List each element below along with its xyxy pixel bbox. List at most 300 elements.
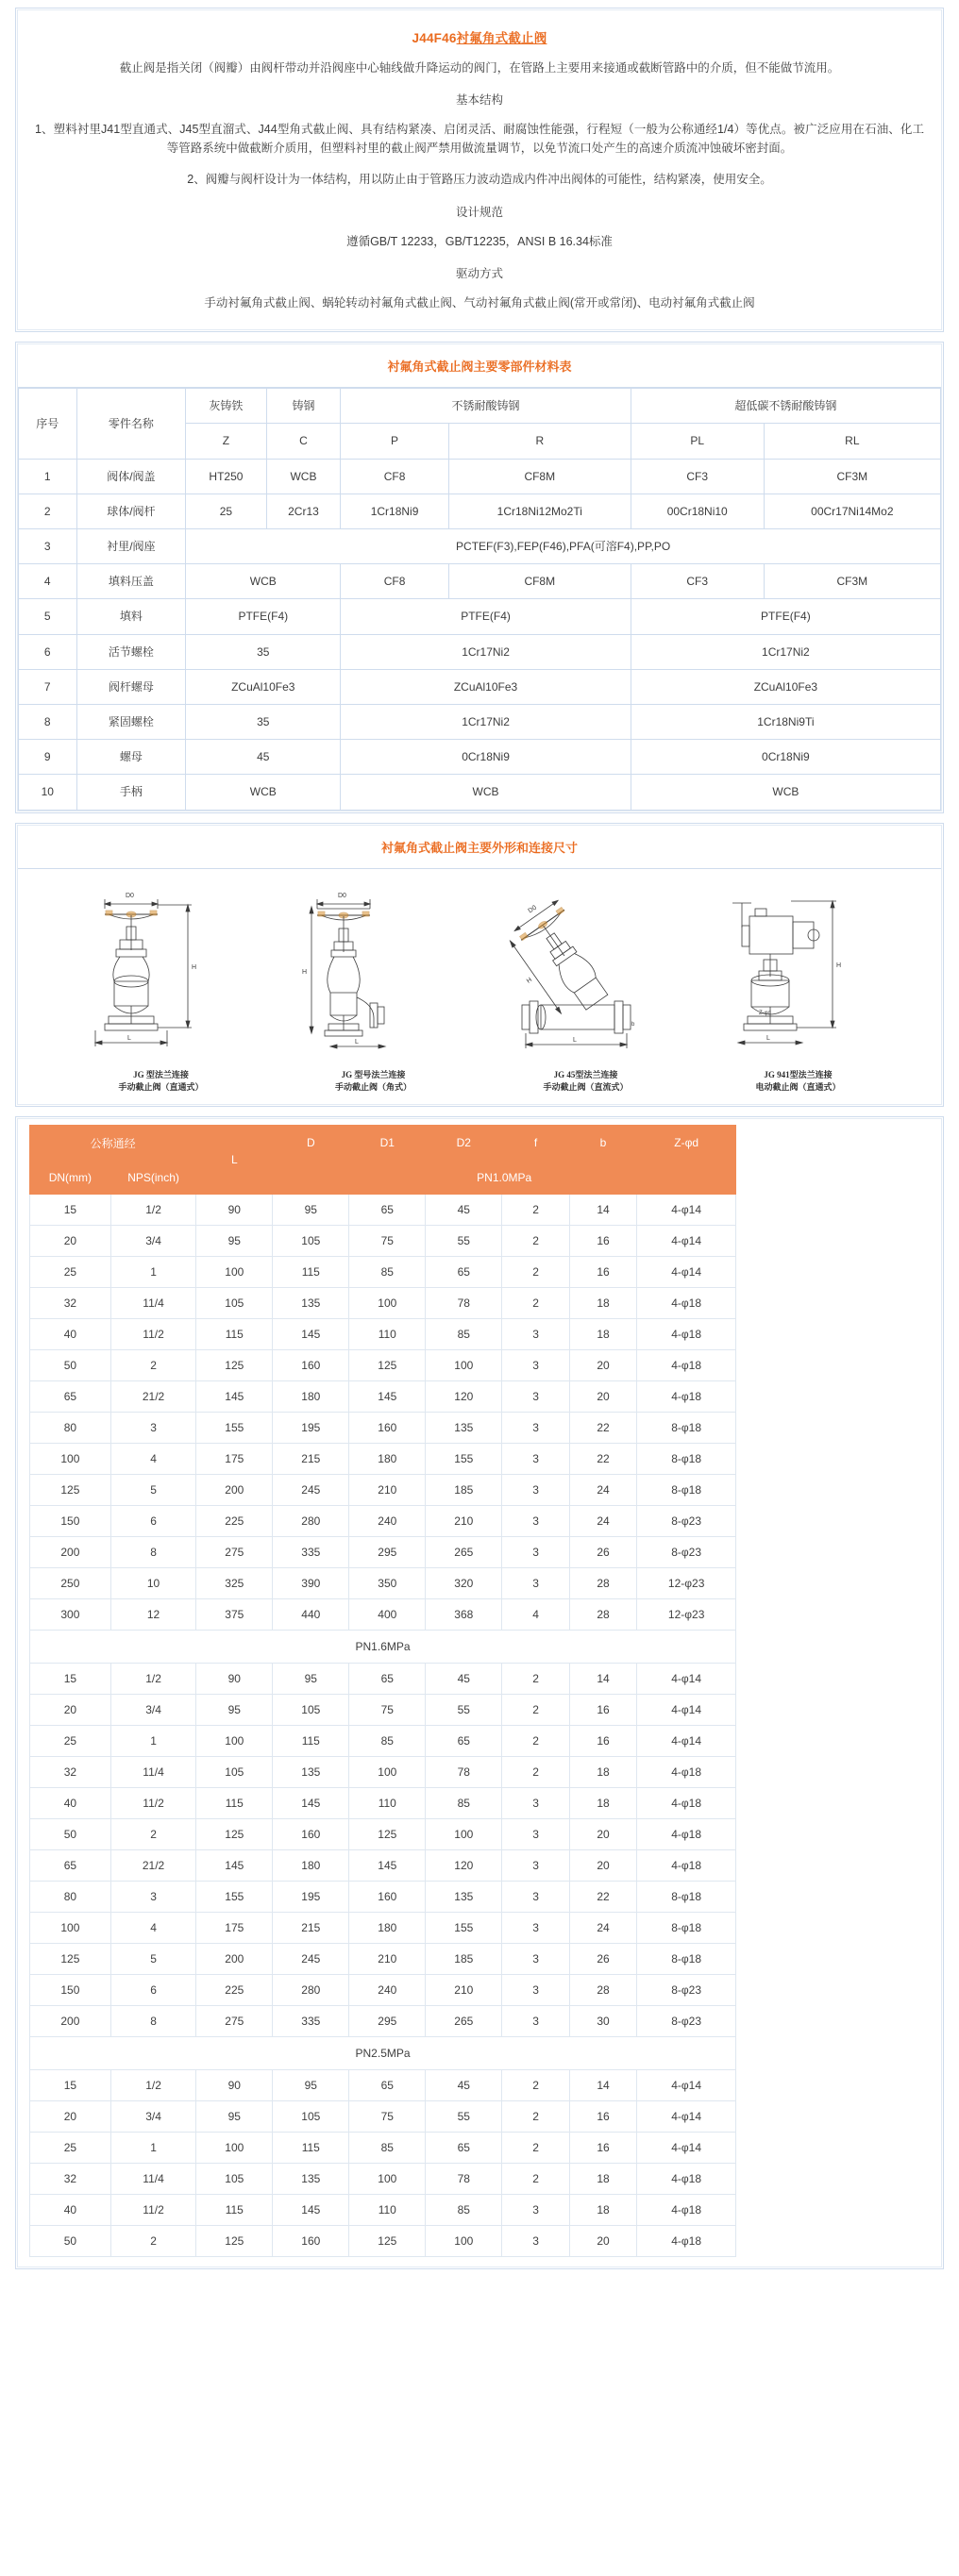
drawing-caption-2-line1: JG 型号法兰连接 [341, 1069, 406, 1079]
drawing-caption-4-line1: JG 941型法兰连接 [764, 1069, 833, 1079]
cell-zd: 4-φ14 [637, 2100, 736, 2132]
cell-dn: 32 [30, 1756, 111, 1787]
cell-material: WCB [186, 564, 341, 599]
cell-b: 18 [569, 1787, 636, 1818]
svg-text:b: b [631, 1021, 634, 1028]
table-row [19, 529, 941, 564]
cell-L: 155 [196, 1881, 273, 1912]
cell-f: 3 [502, 2194, 569, 2225]
cell-D2: 135 [426, 1881, 502, 1912]
cell-material: CF8 [341, 459, 448, 493]
cell-nps: 4 [110, 1443, 196, 1474]
cell-dn: 20 [30, 1694, 111, 1725]
cell-b: 24 [569, 1912, 636, 1943]
cell-D1: 240 [349, 1974, 426, 2005]
intro-content [18, 10, 941, 329]
cell-L: 325 [196, 1567, 273, 1598]
drawing-caption-3-line2: 手动截止阀（直流式） [543, 1082, 629, 1092]
cell-D1: 85 [349, 1256, 426, 1287]
cell-pad [736, 2005, 930, 2036]
cell-D: 95 [273, 1663, 349, 1694]
material-group-row [19, 389, 941, 424]
cell-zd: 8-φ18 [637, 1912, 736, 1943]
cell-L: 105 [196, 2163, 273, 2194]
cell-material: CF3 [631, 564, 764, 599]
material-table-head [19, 389, 941, 459]
table-row [30, 2132, 930, 2163]
table-row [30, 1380, 930, 1412]
header-pad-2 [736, 1161, 930, 1194]
cell-material: HT250 [186, 459, 266, 493]
cell-pad [736, 1505, 930, 1536]
cell-part-name: 球体/阀杆 [76, 493, 186, 528]
svg-text:H: H [191, 963, 196, 971]
cell-nps: 11/2 [110, 1318, 196, 1349]
cell-pad [736, 2069, 930, 2100]
table-row [30, 1443, 930, 1474]
cell-f: 2 [502, 1756, 569, 1787]
cell-b: 22 [569, 1881, 636, 1912]
cell-b: 30 [569, 2005, 636, 2036]
heading-drive-mode: 驱动方式 [455, 266, 503, 280]
cell-L: 95 [196, 1225, 273, 1256]
cell-b: 18 [569, 2194, 636, 2225]
cell-D1: 295 [349, 1536, 426, 1567]
cell-L: 115 [196, 1318, 273, 1349]
heading-basic-structure: 基本结构 [455, 93, 503, 108]
drawing-caption-2-line2: 手动截止阀（角式） [334, 1082, 412, 1092]
cell-material: CF8M [448, 564, 631, 599]
cell-pad [736, 1598, 930, 1630]
cell-D: 195 [273, 1881, 349, 1912]
cell-L: 95 [196, 2100, 273, 2132]
cell-D2: 55 [426, 1225, 502, 1256]
header-code-RL: RL [764, 424, 940, 459]
header-pad [736, 1125, 930, 1161]
header-code-P: P [341, 424, 448, 459]
drawing-caption-2 [272, 1069, 475, 1095]
dimension-panel [15, 823, 944, 1107]
cell-b: 16 [569, 1225, 636, 1256]
cell-material: 1Cr18Ni9Ti [631, 704, 940, 739]
table-row [30, 1194, 930, 1225]
cell-nps: 2 [110, 2225, 196, 2256]
svg-text:H: H [525, 976, 533, 985]
cell-f: 3 [502, 1974, 569, 2005]
cell-D: 145 [273, 1318, 349, 1349]
cell-L: 275 [196, 1536, 273, 1567]
cell-pad [736, 1912, 930, 1943]
cell-f: 2 [502, 1663, 569, 1694]
cell-zd: 8-φ18 [637, 1412, 736, 1443]
cell-f: 3 [502, 1567, 569, 1598]
cell-b: 24 [569, 1505, 636, 1536]
cell-D: 115 [273, 2132, 349, 2163]
cell-b: 20 [569, 1380, 636, 1412]
page-title [35, 27, 924, 46]
valve-drawing-icon-1 [67, 884, 256, 1063]
cell-f: 3 [502, 1349, 569, 1380]
cell-material: 35 [186, 634, 341, 669]
cell-dn: 25 [30, 1256, 111, 1287]
svg-text:D0: D0 [125, 892, 134, 899]
cell-material-all: PCTEF(F3),FEP(F46),PFA(可溶F4),PP,PO [186, 529, 941, 564]
table-row [19, 704, 941, 739]
cell-pad [736, 1287, 930, 1318]
cell-dn: 150 [30, 1505, 111, 1536]
cell-f: 3 [502, 1380, 569, 1412]
cell-part-name: 活节螺栓 [76, 634, 186, 669]
table-row [30, 1474, 930, 1505]
intro-item-1: 1、塑料衬里J41型直通式、J45型直溜式、J44型角式截止阀、具有结构紧凑、启闭灵活、耐腐蚀性能强，行程短（一般为公称通经1/4）等优点。被广泛应用在石油、化工等管路系统中做截断介质用，但塑料衬里的截止阀严禁用做流量调节，以免节流口处产生的高速介质流冲蚀破坏密封面。 [35, 123, 924, 155]
header-nominal-bore: 公称通经 [30, 1125, 196, 1161]
svg-text:L: L [766, 1034, 770, 1042]
cell-D: 245 [273, 1474, 349, 1505]
cell-zd: 8-φ18 [637, 1443, 736, 1474]
cell-D2: 65 [426, 2132, 502, 2163]
svg-text:L: L [126, 1034, 131, 1042]
cell-seq: 1 [19, 459, 77, 493]
cell-material: WCB [341, 775, 631, 810]
cell-dn: 200 [30, 1536, 111, 1567]
cell-material: 1Cr18Ni12Mo2Ti [448, 493, 631, 528]
cell-material: WCB [186, 775, 341, 810]
cell-dn: 25 [30, 2132, 111, 2163]
cell-D1: 100 [349, 1756, 426, 1787]
cell-D1: 180 [349, 1912, 426, 1943]
table-row [19, 740, 941, 775]
cell-nps: 1/2 [110, 1194, 196, 1225]
cell-D2: 85 [426, 1318, 502, 1349]
cell-material: 0Cr18Ni9 [631, 740, 940, 775]
header-part: 零件名称 [76, 389, 186, 459]
cell-pad [736, 1318, 930, 1349]
cell-nps: 1/2 [110, 1663, 196, 1694]
cell-zd: 4-φ18 [637, 1349, 736, 1380]
cell-D1: 110 [349, 1787, 426, 1818]
pressure-group-label: PN2.5MPa [30, 2036, 736, 2069]
cell-zd: 4-φ14 [637, 1725, 736, 1756]
cell-material: CF3M [764, 459, 940, 493]
header-code-PL: PL [631, 424, 764, 459]
cell-nps: 2 [110, 1818, 196, 1849]
cell-b: 20 [569, 1849, 636, 1881]
cell-dn: 80 [30, 1412, 111, 1443]
cell-part-name: 填料压盖 [76, 564, 186, 599]
intro-paragraph-1: 截止阀是指关闭（阀瓣）由阀杆带动并沿阀座中心轴线做升降运动的阀门，在管路上主要用来接通或截断管路中的介质，但不能做节流用。 [119, 61, 840, 75]
cell-nps: 5 [110, 1943, 196, 1974]
cell-D: 135 [273, 2163, 349, 2194]
cell-nps: 21/2 [110, 1380, 196, 1412]
cell-f: 2 [502, 1694, 569, 1725]
svg-text:D0: D0 [527, 904, 538, 914]
svg-text:H: H [835, 962, 841, 969]
cell-material: 1Cr18Ni9 [341, 493, 448, 528]
cell-pad [736, 2036, 930, 2069]
cell-zd: 4-φ14 [637, 1256, 736, 1287]
header-L: L [196, 1125, 273, 1194]
cell-nps: 6 [110, 1505, 196, 1536]
cell-dn: 40 [30, 1318, 111, 1349]
cell-f: 3 [502, 1443, 569, 1474]
cell-D1: 85 [349, 1725, 426, 1756]
cell-D1: 100 [349, 1287, 426, 1318]
dimension-table-body [30, 1194, 930, 2256]
svg-text:Z-φd: Z-φd [758, 1010, 771, 1016]
table-row [30, 1881, 930, 1912]
table-row [30, 2069, 930, 2100]
cell-f: 2 [502, 1194, 569, 1225]
cell-material: ZCuAl10Fe3 [341, 669, 631, 704]
cell-L: 125 [196, 2225, 273, 2256]
cell-material: CF3 [631, 459, 764, 493]
drawing-caption-1 [59, 1069, 262, 1095]
cell-part-name: 手柄 [76, 775, 186, 810]
cell-dn: 50 [30, 1818, 111, 1849]
cell-material: 35 [186, 704, 341, 739]
cell-seq: 9 [19, 740, 77, 775]
cell-D1: 145 [349, 1849, 426, 1881]
header-seq: 序号 [19, 389, 77, 459]
cell-dn: 125 [30, 1474, 111, 1505]
cell-L: 125 [196, 1818, 273, 1849]
cell-f: 3 [502, 1505, 569, 1536]
cell-material: 00Cr18Ni10 [631, 493, 764, 528]
cell-dn: 80 [30, 1881, 111, 1912]
cell-D2: 320 [426, 1567, 502, 1598]
cell-nps: 12 [110, 1598, 196, 1630]
cell-b: 18 [569, 1756, 636, 1787]
table-row [19, 599, 941, 634]
table-row [30, 1974, 930, 2005]
table-row [30, 1349, 930, 1380]
cell-D1: 240 [349, 1505, 426, 1536]
header-b: b [569, 1125, 636, 1161]
intro-panel-inner [17, 9, 942, 330]
cell-L: 95 [196, 1694, 273, 1725]
cell-pad [736, 1443, 930, 1474]
table-row [30, 1943, 930, 1974]
cell-b: 16 [569, 2100, 636, 2132]
cell-material: CF8 [341, 564, 448, 599]
cell-D2: 185 [426, 1943, 502, 1974]
cell-material: 1Cr17Ni2 [341, 634, 631, 669]
cell-zd: 8-φ23 [637, 2005, 736, 2036]
cell-pad [736, 1567, 930, 1598]
cell-nps: 1 [110, 1256, 196, 1287]
cell-pad [736, 1225, 930, 1256]
cell-nps: 8 [110, 2005, 196, 2036]
heading-design-spec: 设计规范 [455, 205, 503, 219]
cell-D2: 85 [426, 1787, 502, 1818]
cell-pad [736, 1725, 930, 1756]
cell-part-name: 填料 [76, 599, 186, 634]
cell-L: 115 [196, 1787, 273, 1818]
cell-b: 18 [569, 1318, 636, 1349]
table-row [30, 1318, 930, 1349]
cell-dn: 20 [30, 2100, 111, 2132]
cell-material: 0Cr18Ni9 [341, 740, 631, 775]
valve-drawings [18, 869, 941, 1104]
cell-D: 180 [273, 1849, 349, 1881]
cell-b: 14 [569, 2069, 636, 2100]
cell-material: PTFE(F4) [631, 599, 940, 634]
drawing-caption-3 [484, 1069, 687, 1095]
cell-f: 3 [502, 1849, 569, 1881]
dimension-table-panel [15, 1116, 944, 2269]
cell-D1: 110 [349, 2194, 426, 2225]
header-D2: D2 [426, 1125, 502, 1161]
table-row [30, 1694, 930, 1725]
table-row [30, 1663, 930, 1694]
drawing-caption-1-line1: JG 型法兰连接 [133, 1069, 189, 1079]
cell-f: 3 [502, 1818, 569, 1849]
cell-D: 215 [273, 1443, 349, 1474]
header-group-1: 铸钢 [266, 389, 341, 424]
material-panel-inner [17, 343, 942, 811]
cell-material: ZCuAl10Fe3 [631, 669, 940, 704]
cell-D: 335 [273, 1536, 349, 1567]
cell-D1: 400 [349, 1598, 426, 1630]
cell-dn: 65 [30, 1849, 111, 1881]
cell-nps: 1 [110, 2132, 196, 2163]
cell-pad [736, 1630, 930, 1663]
cell-dn: 15 [30, 2069, 111, 2100]
table-row [30, 2005, 930, 2036]
cell-dn: 15 [30, 1663, 111, 1694]
valve-drawing-icon-3 [492, 884, 681, 1063]
cell-zd: 4-φ18 [637, 1849, 736, 1881]
cell-b: 28 [569, 1974, 636, 2005]
cell-L: 155 [196, 1412, 273, 1443]
drawing-caption-3-line1: JG 45型法兰连接 [553, 1069, 618, 1079]
cell-f: 3 [502, 1412, 569, 1443]
cell-D1: 75 [349, 2100, 426, 2132]
cell-L: 90 [196, 1663, 273, 1694]
cell-D2: 155 [426, 1912, 502, 1943]
cell-dn: 100 [30, 1443, 111, 1474]
cell-D2: 78 [426, 2163, 502, 2194]
cell-zd: 4-φ14 [637, 1225, 736, 1256]
dimension-table-head [30, 1125, 930, 1194]
cell-L: 100 [196, 1725, 273, 1756]
cell-b: 28 [569, 1598, 636, 1630]
cell-D2: 155 [426, 1443, 502, 1474]
cell-zd: 4-φ18 [637, 1818, 736, 1849]
cell-material: 25 [186, 493, 266, 528]
header-pressure-class: PN1.0MPa [273, 1161, 736, 1194]
cell-pad [736, 1474, 930, 1505]
cell-D: 280 [273, 1974, 349, 2005]
cell-D: 160 [273, 1349, 349, 1380]
dimension-banner: 衬氟角式截止阀主要外形和连接尺寸 [18, 826, 941, 869]
cell-dn: 150 [30, 1974, 111, 2005]
cell-b: 16 [569, 1694, 636, 1725]
cell-L: 375 [196, 1598, 273, 1630]
pressure-group-row [30, 2036, 930, 2069]
cell-dn: 15 [30, 1194, 111, 1225]
cell-D: 145 [273, 2194, 349, 2225]
cell-nps: 3 [110, 1412, 196, 1443]
cell-L: 90 [196, 2069, 273, 2100]
cell-D1: 210 [349, 1943, 426, 1974]
cell-D1: 65 [349, 1194, 426, 1225]
cell-D2: 100 [426, 2225, 502, 2256]
cell-pad [736, 1849, 930, 1881]
svg-text:H: H [301, 968, 307, 976]
cell-D: 95 [273, 1194, 349, 1225]
header-code-C: C [266, 424, 341, 459]
cell-seq: 10 [19, 775, 77, 810]
material-banner: 衬氟角式截止阀主要零部件材料表 [18, 344, 941, 388]
header-group-0: 灰铸铁 [186, 389, 266, 424]
cell-D: 145 [273, 1787, 349, 1818]
cell-material: PTFE(F4) [341, 599, 631, 634]
cell-D: 105 [273, 1694, 349, 1725]
material-panel [15, 342, 944, 812]
cell-pad [736, 1349, 930, 1380]
cell-L: 105 [196, 1756, 273, 1787]
cell-D2: 45 [426, 2069, 502, 2100]
cell-D1: 180 [349, 1443, 426, 1474]
cell-D2: 55 [426, 1694, 502, 1725]
cell-D1: 145 [349, 1380, 426, 1412]
cell-zd: 8-φ23 [637, 1505, 736, 1536]
cell-zd: 4-φ18 [637, 2163, 736, 2194]
drive-mode-text: 手动衬氟角式截止阀、蜗轮转动衬氟角式截止阀、气动衬氟角式截止阀(常开或常闭)、电动衬氟角式截止阀 [204, 295, 755, 309]
cell-nps: 4 [110, 1912, 196, 1943]
cell-part-name: 阀杆螺母 [76, 669, 186, 704]
cell-dn: 20 [30, 1225, 111, 1256]
header-D1: D1 [349, 1125, 426, 1161]
cell-pad [736, 1756, 930, 1787]
cell-L: 200 [196, 1943, 273, 1974]
cell-b: 26 [569, 1536, 636, 1567]
table-row [30, 1287, 930, 1318]
cell-L: 175 [196, 1912, 273, 1943]
cell-D: 215 [273, 1912, 349, 1943]
cell-zd: 8-φ18 [637, 1474, 736, 1505]
cell-seq: 8 [19, 704, 77, 739]
header-nps: NPS(inch) [110, 1161, 196, 1194]
cell-zd: 4-φ18 [637, 1756, 736, 1787]
cell-pad [736, 2100, 930, 2132]
cell-seq: 5 [19, 599, 77, 634]
cell-L: 225 [196, 1974, 273, 2005]
cell-seq: 6 [19, 634, 77, 669]
pressure-group-row [30, 1630, 930, 1663]
cell-seq: 2 [19, 493, 77, 528]
cell-f: 4 [502, 1598, 569, 1630]
table-row [30, 1256, 930, 1287]
cell-part-name: 紧固螺栓 [76, 704, 186, 739]
cell-nps: 11/4 [110, 1756, 196, 1787]
material-table-body [19, 459, 941, 810]
cell-L: 175 [196, 1443, 273, 1474]
cell-b: 22 [569, 1412, 636, 1443]
cell-material: WCB [266, 459, 341, 493]
cell-D2: 368 [426, 1598, 502, 1630]
header-f: f [502, 1125, 569, 1161]
cell-f: 2 [502, 2069, 569, 2100]
header-code-R: R [448, 424, 631, 459]
cell-D2: 185 [426, 1474, 502, 1505]
cell-f: 2 [502, 2132, 569, 2163]
cell-D1: 75 [349, 1225, 426, 1256]
material-table [18, 388, 941, 810]
cell-b: 20 [569, 2225, 636, 2256]
cell-L: 125 [196, 1349, 273, 1380]
